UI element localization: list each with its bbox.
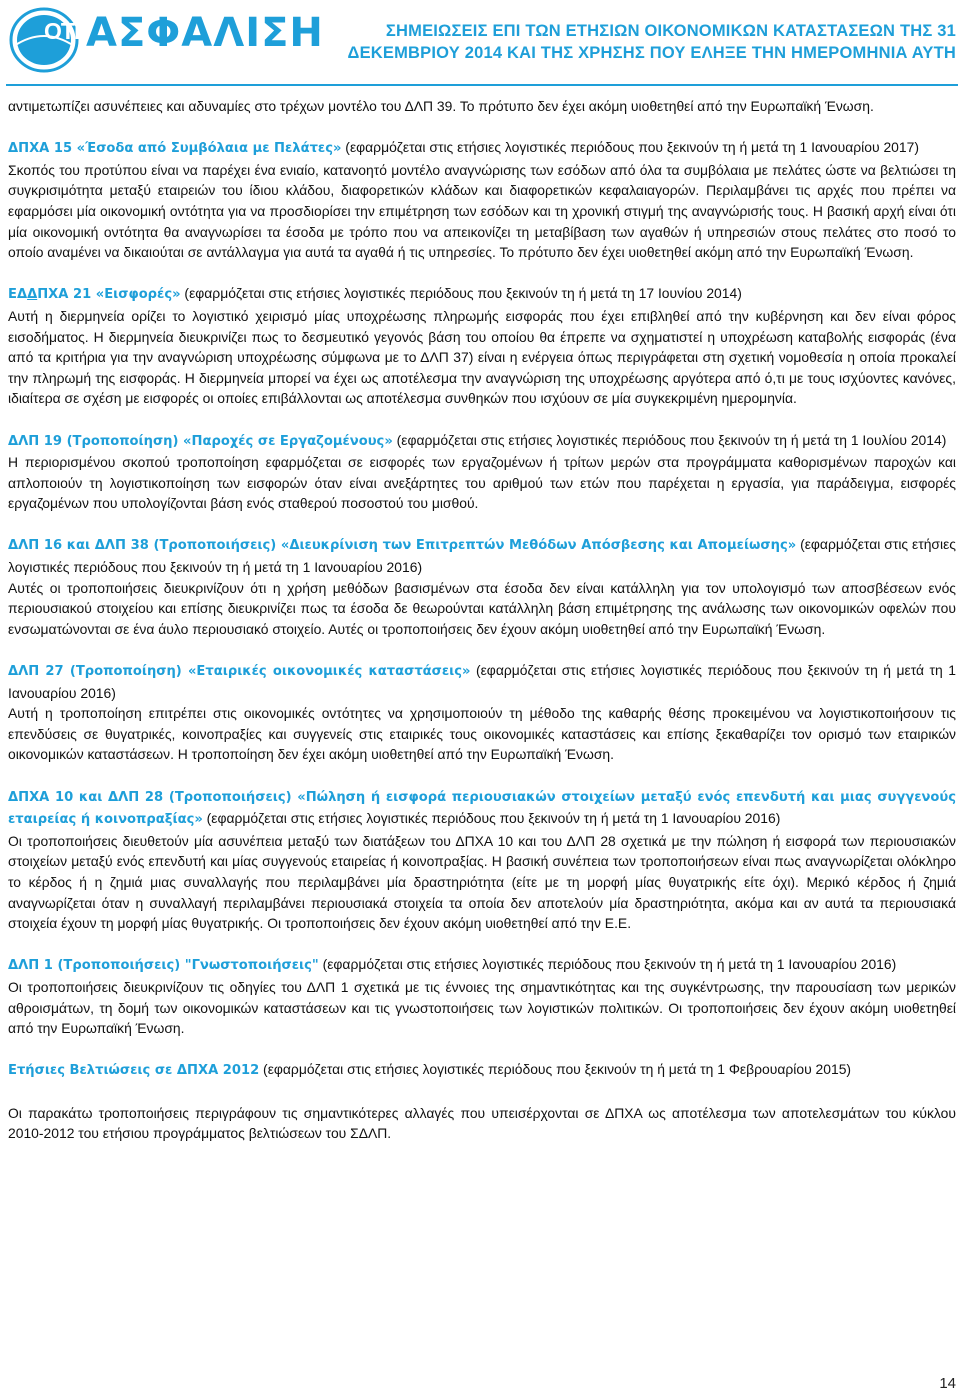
section-ifrs10-ias28-heading-line: [8, 786, 956, 831]
section-ias1-body: Οι τροποποιήσεις διευκρινίζουν τις οδηγίες του ΔΛΠ 1 σχετικά με τις έννοιες της σημαντικότητας και της συγκέντρωσης, την παρουσίαση των μερικών αθροισμάτων, τη δομή των οικονομικών καταστάσεων και τις γνωστοποιήσεις των λογιστικών πολιτικών. Οι τροποποιήσεις δεν έχουν ακόμη υιοθετηθεί από την Ευρωπαϊκή Ένωση.: [8, 978, 956, 1037]
section-ias16-38-body: Αυτές οι τροποποιήσεις διευκρινίζουν ότι η χρήση μεθόδων βασισμένων στα έσοδα δεν είναι κατάλληλη για τον υπολογισμό των αποσβέσεων ενός περιουσιακού στοιχείου και επίσης διευκρινίζει πως τα έσοδα δε θεωρούνται κατάλληλη βάση επιμέτρησης της ανάλωσης των οικονομικών οφελών που ενσωματώνονται σε ένα άυλο περιουσιακό στοιχείο. Αυτές οι τροποποιήσεις δεν έχουν ακόμη υιοθετηθεί από την Ευρωπαϊκή Ένωση.: [8, 579, 956, 637]
page-number: 14: [939, 1375, 956, 1392]
section-ifrs15-body: Σκοπός του προτύπου είναι να παρέχει ένα ενιαίο, κατανοητό μοντέλο αναγνώρισης των εσόδων από όλα τα συμβόλαια με πελάτες ώστε να βελτιώσει τη συγκρισιμότητα μεταξύ εταιρειών του ίδιου κλάδου, διαφορετικών κλάδων και διαφορετικών κεφαλαιαγορών. Περιλαμβάνει τις αρχές που πρέπει να εφαρμόσει μία οικονομική οντότητα για να προσδιορίσει την επιμέτρηση των εσόδων και τη χρονική στιγμή της αναγνώρισής τους. Η βασική αρχή είναι ότι μία οικονομική οντότητα θα αναγνωρίσει τα έσοδα με τρόπο που να απεικονίζει τη μεταβίβαση των αγαθών ή υπηρεσιών στους πελάτες στο ποσό το οποίο αναμένει να δικαιούται σε αντάλλαγμα για αυτά τα αγαθά ή τις υπηρεσίες. Το πρότυπο δεν έχει υιοθετηθεί ακόμη από την Ευρωπαϊκή Ένωση.: [8, 161, 956, 261]
section-ias16-38-heading-line: [8, 534, 956, 577]
section-ifrs15-heading-line: [8, 137, 956, 160]
section-annual-improvements-heading-line: [8, 1059, 956, 1082]
section-applicability: (εφαρμόζεται στις ετήσιες λογιστικές περιόδους που ξεκινούν τη ή μετά τη 1 Ιανουαρίου 2016): [8, 536, 956, 576]
section-heading: ΔΛΠ 27 (Τροποποίηση) «Εταιρικές οικονομικές καταστάσεις»: [8, 664, 471, 680]
page-header: [0, 0, 960, 86]
section-ias19-body: Η περιορισμένου σκοπού τροποποίηση εφαρμόζεται σε εισφορές των εργαζομένων ή τρίτων μερών στα προγράμματα καθορισμένων παροχών και απλοποιούν τη λογιστικοποίηση των εισφορών όταν είναι ανεξάρτητες του αριθμού των ετών που παρέχεται η εργασία, για παράδειγμα, εισφορές εργαζομένων που υπολογίζονται βάση ενός σταθερού ποσοστού του μισθού.: [8, 454, 956, 512]
closing-paragraph: Οι παρακάτω τροποποιήσεις περιγράφουν τις σημαντικότερες αλλαγές που υπεισέρχονται σε ΔΠΧΑ ως αποτέλεσμα των αποτελεσμάτων του κύκλου 2010-2012 του ετήσιου προγράμματος βελτιώσεων του ΣΔΛΠ.: [8, 1104, 956, 1142]
document-title-line-2: ΔΕΚΕΜΒΡΙΟΥ 2014 ΚΑΙ ΤΗΣ ΧΡΗΣΗΣ ΠΟΥ ΕΛΗΞΕ ΤΗΝ ΗΜΕΡΟΜΗΝΙΑ ΑΥΤΗ: [347, 44, 956, 62]
section-heading-suffix: ΠΧΑ 21 «Εισφορές»: [37, 287, 181, 303]
intro-paragraph: αντιμετωπίζει ασυνέπειες και αδυναμίες στο τρέχων μοντέλο του ΔΛΠ 39. Το πρότυπο δεν έχει ακόμη υιοθετηθεί από την Ευρωπαϊκή Ένωση.: [8, 98, 874, 114]
section-applicability: (εφαρμόζεται στις ετήσιες λογιστικές περιόδους που ξεκινούν τη ή μετά τη 1 Ιανουαρίου 2017): [341, 139, 919, 156]
document-body: [8, 96, 956, 1144]
document-title-line-1: ΣΗΜΕΙΩΣΕΙΣ ΕΠΙ ΤΩΝ ΕΤΗΣΙΩΝ ΟΙΚΟΝΟΜΙΚΩΝ ΚΑΤΑΣΤΑΣΕΩΝ ΤΗΣ 31: [385, 22, 956, 40]
section-heading: Ετήσιες Βελτιώσεις σε ΔΠΧΑ 2012: [8, 1063, 260, 1079]
section-ias19-heading-line: [8, 430, 956, 453]
logo-name-text: ΑΣΦΑΛΙΣΗ: [86, 10, 324, 56]
section-heading: ΔΠΧΑ 15 «Έσοδα από Συμβόλαια με Πελάτες»: [8, 141, 342, 157]
section-applicability: (εφαρμόζεται στις ετήσιες λογιστικές περιόδους που ξεκινούν τη ή μετά τη 1 Ιανουαρίου 2016): [202, 810, 781, 827]
section-heading-prefix: ΕΔ: [8, 287, 28, 303]
section-ifric21-heading-line: [8, 283, 956, 306]
section-applicability: (εφαρμόζεται στις ετήσιες λογιστικές περιόδους που ξεκινούν τη ή μετά τη 1 Φεβρουαρίου 2015): [259, 1061, 852, 1078]
section-ifrs10-ias28-body: Οι τροποποιήσεις διευθετούν μία ασυνέπεια μεταξύ των διατάξεων του ΔΠΧΑ 10 και του ΔΛΠ 28 σχετικά με την πώληση ή εισφορά των περιουσιακών στοιχείων μεταξύ ενός επενδυτή και μίας συγγενούς εταιρείας ή κοινοπραξίας. Η βασική συνέπεια των τροποποιήσεων είναι πως αναγνωρίζεται ολόκληρο το κέρδος ή η ζημιά μιας συναλλαγής που περιλαμβάνει μία δραστηριότητα (είτε με τη μορφή μίας θυγατρικής είτε όχι). Μερικό κέρδος ή ζημιά αναγνωρίζεται όταν η συναλλαγή περιλαμβάνει περιουσιακά στοιχεία τα οποία δεν αποτελούν μία δραστηριότητα, ακόμα και αν αυτά τα περιουσιακά στοιχεία έχουν τη μορφή μίας θυγατρικής. Οι τροποποιήσεις δεν έχουν ακόμη υιοθετηθεί από την Ε.Ε.: [8, 832, 956, 932]
section-applicability: (εφαρμόζεται στις ετήσιες λογιστικές περιόδους που ξεκινούν τη ή μετά τη 1 Ιανουαρίου 2016): [318, 956, 897, 973]
section-heading: [8, 287, 181, 302]
document-title: [266, 20, 956, 64]
section-ias1-heading-line: [8, 954, 956, 977]
section-ias27-heading-line: [8, 660, 956, 703]
section-applicability: (εφαρμόζεται στις ετήσιες λογιστικές περιόδους που ξεκινούν τη ή μετά τη 1 Ιουλίου 2014): [392, 431, 947, 448]
section-heading: ΔΛΠ 1 (Τροποποιήσεις) "Γνωστοποιήσεις": [8, 958, 319, 974]
header-divider: [6, 84, 958, 86]
section-heading: ΔΛΠ 16 και ΔΛΠ 38 (Τροποποιήσεις) «Διευκρίνιση των Επιτρεπτών Μεθόδων Απόσβεσης και Απομείωσης»: [8, 538, 797, 554]
section-applicability: (εφαρμόζεται στις ετήσιες λογιστικές περιόδους που ξεκινούν τη ή μετά τη 17 Ιουνίου 2014): [180, 285, 742, 302]
section-heading-underlined-letter: Δ: [27, 287, 38, 303]
section-heading: ΔΛΠ 19 (Τροποποίηση) «Παροχές σε Εργαζομένους»: [8, 433, 393, 449]
section-ias27-body: Αυτή η τροποποίηση επιτρέπει στις οικονομικές οντότητες να χρησιμοποιούν τη μέθοδο της καθαρής θέσης προκειμένου να λογιστικοποιήσουν τις επενδύσεις σε θυγατρικές, κοινοπραξίες και συγγενείς στις εταιρικές τους οικονομικές καταστάσεις και επίσης ξεκαθαρίζει τον ορισμό των εταιρικών οικονομικών καταστάσεων. Η τροποποίηση δεν έχει ακόμη υιοθετηθεί από την Ευρωπαϊκή Ένωση.: [8, 705, 956, 763]
section-ifric21-body: Αυτή η διερμηνεία ορίζει το λογιστικό χειρισμό μίας υποχρέωσης πληρωμής εισφοράς που έχει επιβληθεί από την κυβέρνηση και δεν είναι φόρος εισοδήματος. Η διερμηνεία διευκρινίζει πως το δεσμευτικό γεγονός βάση του οποίου θα έπρεπε να σχηματιστεί η υποχρέωση καταβολής εισφοράς (ένα από τα κριτήρια για την αναγνώριση υποχρέωσης σύμφωνα με το ΔΛΠ 37) είναι η ενέργεια όπως περιγράφεται στη σχετική νομοθεσία η οποία προκαλεί την πληρωμή της εισφοράς. Η διερμηνεία μπορεί να έχει ως αποτέλεσμα την αναγνώριση της υποχρέωσης αργότερα από ό,τι με τους ισχύοντες κανόνες, ιδιαίτερα σε σχέση με εισφορές οι οποίες επιβάλλονται ως αποτέλεσμα συνθηκών που ισχύουν σε μία συγκεκριμένη ημερομηνία.: [8, 307, 956, 407]
section-applicability: (εφαρμόζεται στις ετήσιες λογιστικές περιόδους που ξεκινούν τη ή μετά τη 1 Ιανουαρίου 2016): [8, 662, 957, 701]
section-heading: ΔΠΧΑ 10 και ΔΛΠ 28 (Τροποποιήσεις) «Πώληση ή εισφορά περιουσιακών στοιχείων μεταξύ ενός επενδυτή και μιας συγγενούς εταιρείας ή κοινοπραξίας»: [8, 789, 956, 828]
logo-ote-text: ΟΤΕ: [44, 18, 89, 44]
